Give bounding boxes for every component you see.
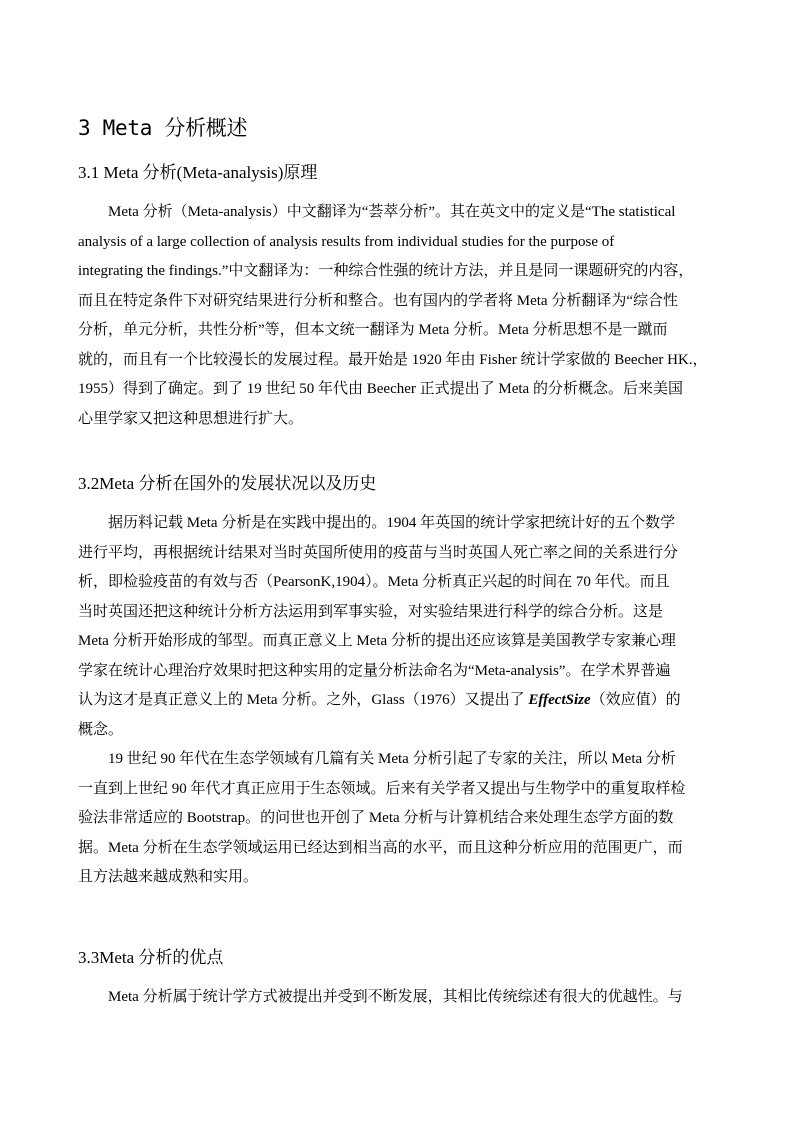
- section-3-1-title: 3.1 Meta 分析(Meta-analysis)原理: [78, 163, 318, 182]
- section-3-2-body: [78, 509, 718, 893]
- paragraph-line: analysis of a large collection of analysis results from individual studies for the purpose of: [78, 233, 615, 250]
- paragraph-line: 据。Meta 分析在生态学领域运用已经达到相当高的水平，而且这种分析应用的范围更广，而: [78, 839, 683, 856]
- paragraph-line: integrating the findings.”中文翻译为：一种综合性强的统计方法，并且是同一课题研究的内容，: [78, 263, 694, 279]
- paragraph-line: Meta 分析开始形成的邹型。而真正意义上 Meta 分析的提出还应该算是美国教学专家兼心理: [78, 633, 676, 649]
- paragraph-line: 就的，而且有一个比较漫长的发展过程。最开始是 1920 年由 Fisher 统计学家做的 Beecher HK.，: [78, 351, 708, 368]
- paragraph-line: [78, 686, 718, 716]
- section-3-3-title: 3.3Meta 分析的优点: [78, 948, 224, 967]
- paragraph-line: 验法非常适应的 Bootstrap。的问世也开创了 Meta 分析与计算机结合来处理生态学方面的数: [78, 810, 674, 826]
- paragraph-line: 学家在统计心理治疗效果时把这种实用的定量分析法命名为“Meta-analysis”。在学术界普遍: [78, 662, 671, 679]
- paragraph-line: Meta 分析属于统计学方式被提出并受到不断发展，其相比传统综述有很大的优越性。与: [108, 989, 683, 1005]
- line-text: 认为这才是真正意义上的 Meta 分析。之外，Glass（1976）又提出了: [78, 692, 529, 708]
- paragraph-line: 析，即检验疫苗的有效与否（PearsonK,1904）。Meta 分析真正兴起的时间在 70 年代。而且: [78, 574, 670, 590]
- paragraph-line: 据历料记载 Meta 分析是在实践中提出的。1904 年英国的统计学家把统计好的五个数学: [108, 515, 676, 531]
- section-3-1-body: [78, 198, 718, 434]
- paragraph-line: 且方法越来越成熟和实用。: [78, 869, 259, 885]
- section-3-2-title: 3.2Meta 分析在国外的发展状况以及历史: [78, 474, 377, 493]
- chapter-heading: 3 Meta 分析概述: [78, 116, 248, 140]
- section-3-3-body: [78, 983, 718, 1013]
- line-text: （效应值）的: [590, 692, 681, 708]
- paragraph-line: 当时英国还把这种统计分析方法运用到军事实验，对实验结果进行科学的综合分析。这是: [78, 603, 664, 620]
- paragraph-line: 进行平均，再根据统计结果对当时英国所使用的疫苗与当时英国人死亡率之间的关系进行分: [78, 544, 679, 561]
- paragraph-line: Meta 分析（Meta-analysis）中文翻译为“荟萃分析”。其在英文中的定义是“The statistical: [108, 204, 676, 220]
- paragraph-line: 概念。: [78, 721, 124, 738]
- paragraph-line: 一直到上世纪 90 年代才真正应用于生态领域。后来有关学者又提出与生物学中的重复取样检: [78, 780, 686, 797]
- paragraph-line: 1955）得到了确定。到了 19 世纪 50 年代由 Beecher 正式提出了 Meta 的分析概念。后来美国: [78, 381, 683, 397]
- paragraph-line: 而且在特定条件下对研究结果进行分析和整合。也有国内的学者将 Meta 分析翻译为“综合性: [78, 292, 678, 309]
- paragraph-line: 分析，单元分析，共性分析”等，但本文统一翻译为 Meta 分析。Meta 分析思想不是一蹴而: [78, 322, 668, 338]
- paragraph-line: 心里学家又把这种思想进行扩大。: [78, 410, 304, 427]
- effect-size-term: EffectSize: [528, 692, 591, 708]
- paragraph-line: 19 世纪 90 年代在生态学领域有几篇有关 Meta 分析引起了专家的关注，所以 Meta 分析: [108, 751, 676, 767]
